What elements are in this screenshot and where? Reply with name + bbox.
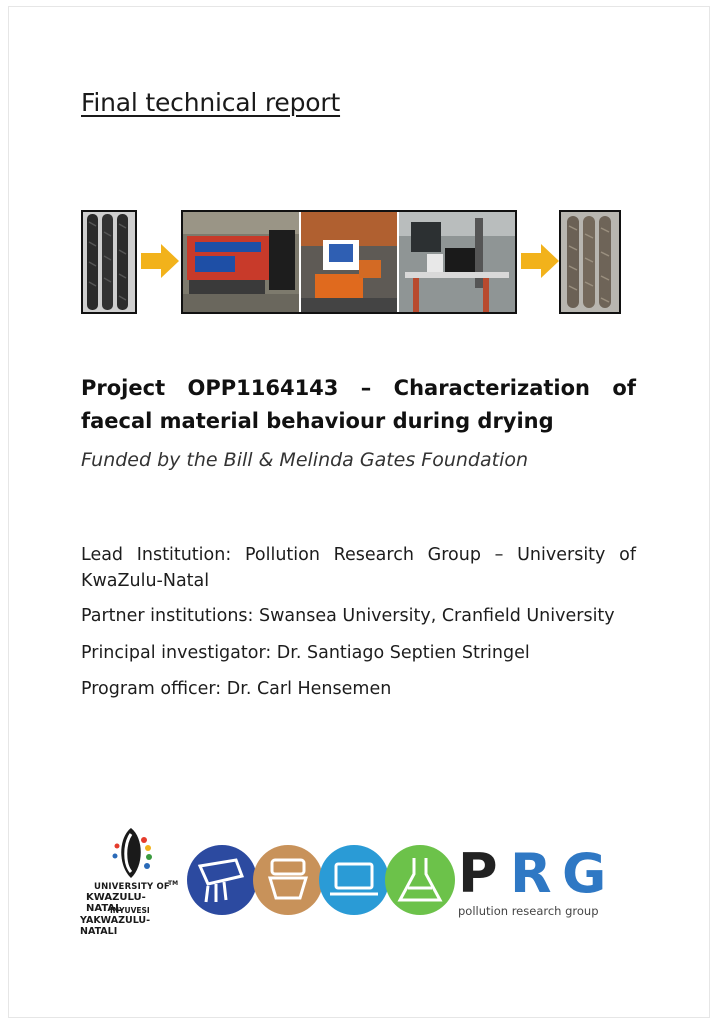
lead-institution-line2: KwaZulu-Natal — [81, 571, 210, 591]
partner-institutions: Partner institutions: Swansea University, Cranfield University — [81, 606, 615, 626]
ukzn-trademark: TM — [168, 880, 179, 887]
lead-word: of — [619, 545, 636, 565]
lead-word: Pollution — [244, 545, 320, 565]
ukzn-name-line1: UNIVERSITY OF — [94, 882, 170, 892]
prg-letter-r: R — [510, 842, 552, 905]
equipment-photo-collage — [181, 210, 517, 314]
lead-word: University — [517, 545, 606, 565]
prg-letter-p: P — [458, 842, 498, 905]
lead-word: Institution: — [136, 545, 232, 565]
arrow-right-icon — [141, 244, 179, 278]
project-title-line2: faecal material behaviour during drying — [81, 409, 554, 433]
report-title: Final technical report — [81, 88, 341, 117]
title-word: Project — [81, 376, 166, 400]
prg-letter-g: G — [562, 842, 607, 905]
lead-word: Group — [427, 545, 481, 565]
project-title-line1 — [81, 372, 636, 405]
title-word: – — [360, 376, 372, 400]
raw-sample-photo — [81, 210, 137, 314]
ukzn-name-line2: KWAZULU-NATAL — [86, 892, 146, 914]
principal-investigator: Principal investigator: Dr. Santiago Septien Stringel — [81, 643, 530, 663]
dried-sample-photo — [559, 210, 621, 314]
ukzn-name-line3: INYUVESI — [110, 906, 150, 915]
prg-wordmark — [458, 842, 618, 936]
funding-statement: Funded by the Bill & Melinda Gates Foundation — [81, 449, 529, 471]
title-word: of — [612, 376, 636, 400]
lead-word: – — [494, 545, 504, 565]
prg-tagline: pollution research group — [458, 904, 599, 918]
ukzn-name-line4: YAKWAZULU-NATALI — [80, 915, 151, 937]
prg-icon-circles — [186, 844, 456, 916]
title-word: OPP1164143 — [187, 376, 339, 400]
ukzn-emblem-icon — [108, 826, 154, 880]
lead-word: Research — [333, 545, 414, 565]
program-officer: Program officer: Dr. Carl Hensemen — [81, 679, 392, 699]
ukzn-logo — [80, 826, 180, 936]
lead-institution — [81, 542, 636, 594]
project-title — [81, 372, 636, 438]
process-image-strip — [81, 210, 621, 314]
lead-word: Lead — [81, 545, 124, 565]
arrow-right-icon — [521, 244, 559, 278]
logo-bar — [80, 826, 620, 936]
title-word: Characterization — [393, 376, 591, 400]
